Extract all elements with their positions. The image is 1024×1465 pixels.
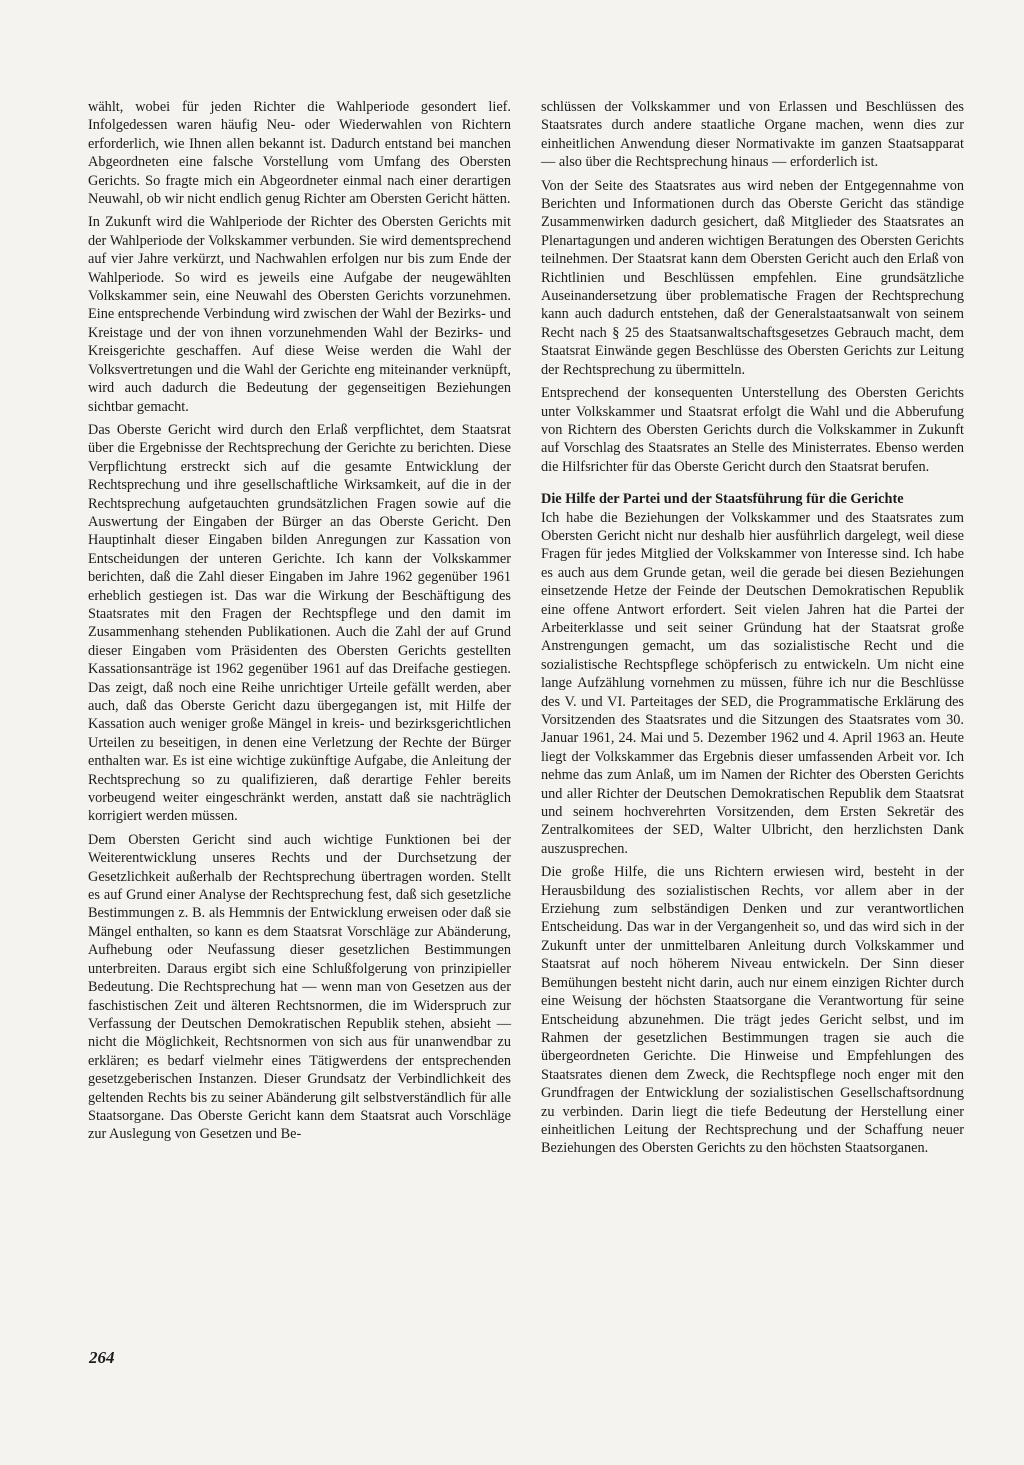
page-number: 264: [89, 1348, 115, 1367]
paragraph: Dem Obersten Gericht sind auch wichtige Funktionen bei der Weiterentwicklung unseres Rechts und der Durchsetzung der Gesetzlichkeit außerhalb der Rechtsprechung übertragen worden. Stellt es auf Grund einer Analyse der Rechtsprechung fest, daß sich gesetzliche Bestimmungen z. B. als Hemmnis der Entwicklung erweisen oder daß sie Mängel enthalten, so kann es dem Staatsrat Vorschläge zur Abänderung, Aufhebung oder Neufassung dieser gesetzlichen Bestimmungen unterbreiten. Daraus ergibt sich eine Schlußfolgerung von prinzipieller Bedeutung. Die Rechtsprechung hat — wenn man von Gesetzen aus der faschistischen Zeit und älteren Rechtsnormen, die im Widerspruch zur Verfassung der Deutschen Demokratischen Republik stehen, absieht — nicht die Möglichkeit, Rechtsnormen von sich aus für unanwendbar zu erklären; es bedarf vielmehr eines Tätigwerdens der entsprechenden gesetzgeberischen Instanzen. Dieser Grundsatz der Verbindlichkeit des geltenden Rechts bis zu seiner Abänderung gilt selbstverständlich für alle Staatsorgane. Das Oberste Gericht kann dem Staatsrat auch Vorschläge zur Auslegung von Gesetzen und Be-: [88, 831, 511, 1143]
paragraph: schlüssen der Volkskammer und von Erlassen und Beschlüssen des Staatsrates durch andere staatliche Organe machen, wenn dies zur einheitlichen Anwendung dieser Normativakte im ganzen Staatsapparat — also über die Rechtsprechung hinaus — erforderlich ist.: [541, 99, 964, 171]
section-heading: Die Hilfe der Partei und der Staatsführung für die Gerichte: [541, 491, 904, 508]
paragraph: Von der Seite des Staatsrates aus wird neben der Entgegennahme von Berichten und Informationen durch das Oberste Gericht das ständige Zusammenwirken dadurch gesichert, daß Mitglieder des Staatsrates an Plenartagungen und anderen wichtigen Beratungen des Obersten Gerichts teilnehmen. Der Staatsrat kann dem Obersten Gericht auch den Erlaß von Richtlinien und Beschlüssen empfehlen. Eine grundsätzliche Auseinandersetzung über problematische Fragen der Rechtsprechung kann auch dadurch entstehen, daß der Generalstaatsanwalt von seinem Recht nach § 25 des Staatsanwaltschaftsgesetzes Gebrauch macht, dem Staatsrat Einwände gegen Beschlüsse des Obersten Gerichts zur Leitung der Rechtsprechung zu übermitteln.: [541, 177, 964, 378]
paragraph: Entsprechend der konsequenten Unterstellung des Obersten Gerichts unter Volkskammer und Staatsrat erfolgt die Wahl und die Abberufung von Richtern des Obersten Gerichts durch die Volkskammer in Zukunft auf Vorschlag des Staatsrates an Stelle des Ministerrates. Ebenso werden die Hilfsrichter für das Oberste Gericht durch den Staatsrat berufen.: [541, 385, 964, 475]
paragraph: Ich habe die Beziehungen der Volkskammer und des Staatsrates zum Obersten Gericht nicht nur deshalb hier ausführlich dargelegt, weil diese Fragen für jedes Mitglied der Volkskammer von Interesse sind. Ich habe es auch aus dem Grunde getan, weil die gerade bei diesen Beziehungen einsetzende Hetze der Feinde der Deutschen Demokratischen Republik eine offene Antwort erfordert. Seit vielen Jahren hat die Partei der Arbeiterklasse und seit seiner Gründung hat der Staatsrat große Anstrengungen gemacht, um das sozialistische Recht und die sozialistische Rechtspflege schöpferisch zu entwickeln. Um nicht eine lange Aufzählung vornehmen zu müssen, führe ich nur die Beschlüsse des V. und VI. Parteitages der SED, die Programmatische Erklärung des Vorsitzenden des Staatsrates und die Sitzungen des Staatsrates vom 30. Januar 1961, 24. Mai und 5. Dezember 1962 und 4. April 1963 an. Heute liegt der Volkskammer das Ergebnis dieser umfassenden Arbeit vor. Ich nehme das zum Anlaß, um im Namen der Richter des Obersten Gerichts und aller Richter der Deutschen Demokratischen Republik dem Staatsrat und seinem hochverehrten Vorsitzenden, dem Ersten Sekretär des Zentralkomitees der SED, Walter Ulbricht, den herzlichsten Dank auszusprechen.: [541, 509, 964, 857]
right-column: [541, 98, 964, 1163]
paragraph: Die große Hilfe, die uns Richtern erwiesen wird, besteht in der Herausbildung des sozialistischen Rechts, vor allem aber in der Erziehung zum selbständigen Denken und zur verantwortlichen Entscheidung. Das war in der Vergangenheit so, und das wird sich in der Zukunft unter der unmittelbaren Anleitung durch Volkskammer und Staatsrat auf noch höherem Niveau entwickeln. Der Sinn dieser Bemühungen besteht nicht darin, auch nur einem einzigen Richter durch eine Weisung der höchsten Staatsorgane die Verantwortung für seine Entscheidung abzunehmen. Die trägt jedes Gericht selbst, und im Rahmen der gesetzlichen Bestimmungen tragen sie auch die übergeordneten Gerichte. Die Hinweise und Empfehlungen des Staatsrates dienen dem Zweck, die Rechtspflege noch enger mit den Grundfragen der Entwicklung der sozialistischen Gesellschaftsordnung zu verbinden. Darin liegt die tiefe Bedeutung der Herstellung einer einheitlichen Leitung der Rechtsprechung und der Schaffung neuer Beziehungen des Obersten Gerichts zu den höchsten Staatsorganen.: [541, 864, 964, 1157]
left-column: [88, 98, 511, 1149]
paragraph: Das Oberste Gericht wird durch den Erlaß verpflichtet, dem Staatsrat über die Ergebnisse der Rechtsprechung der Gerichte zu berichten. Diese Verpflichtung erstreckt sich auf die gesamte Entwicklung der Rechtsprechung und ihre gesellschaftliche Wirksamkeit, auf die in der Rechtsprechung aufgetauchten grundsätzlichen Fragen sowie auf die Auswertung der Eingaben der Bürger an das Oberste Gericht. Den Hauptinhalt dieser Eingaben bilden Anregungen zur Kassation von Entscheidungen der unteren Gerichte. Ich kann der Volkskammer berichten, daß die Zahl dieser Eingaben im Jahre 1962 gegenüber 1961 erheblich gestiegen ist. Das war die Wirkung der Beschäftigung des Staatsrates mit den Fragen der Rechtspflege und den damit im Zusammenhang stehenden Publikationen. Auch die Zahl der auf Grund dieser Eingaben vom Präsidenten des Obersten Gerichts gestellten Kassationsanträge ist 1962 gegenüber 1961 auf das Dreifache gestiegen. Das zeigt, daß noch eine Reihe unrichtiger Urteile gefällt werden, aber auch, daß das Oberste Gericht dazu übergegangen ist, mit Hilfe der Kassation auch weniger große Mängel in kreis- und bezirksgerichtlichen Urteilen zu beseitigen, in denen eine Verletzung der Rechte der Bürger enthalten war. Es ist eine wichtige zukünftige Aufgabe, die Anleitung der Rechtsprechung so zu qualifizieren, daß derartige Fehler bereits vorbeugend weiter eingeschränkt werden, anstatt daß sie nachträglich korrigiert werden müssen.: [88, 421, 511, 825]
paragraph: In Zukunft wird die Wahlperiode der Richter des Obersten Gerichts mit der Wahlperiode der Volkskammer verbunden. Sie wird dementsprechend auf vier Jahre verkürzt, und Nachwahlen erfolgen nur bis zum Ende der Wahlperiode. So wird es jeweils eine Aufgabe der neugewählten Volkskammer sein, eine Neuwahl des Obersten Gerichts vorzunehmen. Eine entsprechende Verbindung wird zwischen der Wahl der Bezirks- und Kreistage und der von ihnen vorzunehmenden Wahl der Bezirks- und Kreisgerichte geschaffen. Auf diese Weise werden die Wahl der Volksvertretungen und die Wahl der Gerichte eng miteinander verknüpft, wird auch dadurch die Bedeutung der gegenseitigen Beziehungen sichtbar gemacht.: [88, 214, 511, 415]
paragraph: wählt, wobei für jeden Richter die Wahlperiode gesondert lief. Infolgedessen waren häufig Neu- oder Wiederwahlen von Richtern erforderlich, wie Ihnen allen bekannt ist. Dadurch entstand bei manchen Abgeordneten eine falsche Vorstellung vom Umfang des Obersten Gerichts. So fragte mich ein Abgeordneter einmal nach einer derartigen Neuwahl, ob wir nicht endlich genug Richter am Obersten Gericht hätten.: [88, 99, 511, 208]
